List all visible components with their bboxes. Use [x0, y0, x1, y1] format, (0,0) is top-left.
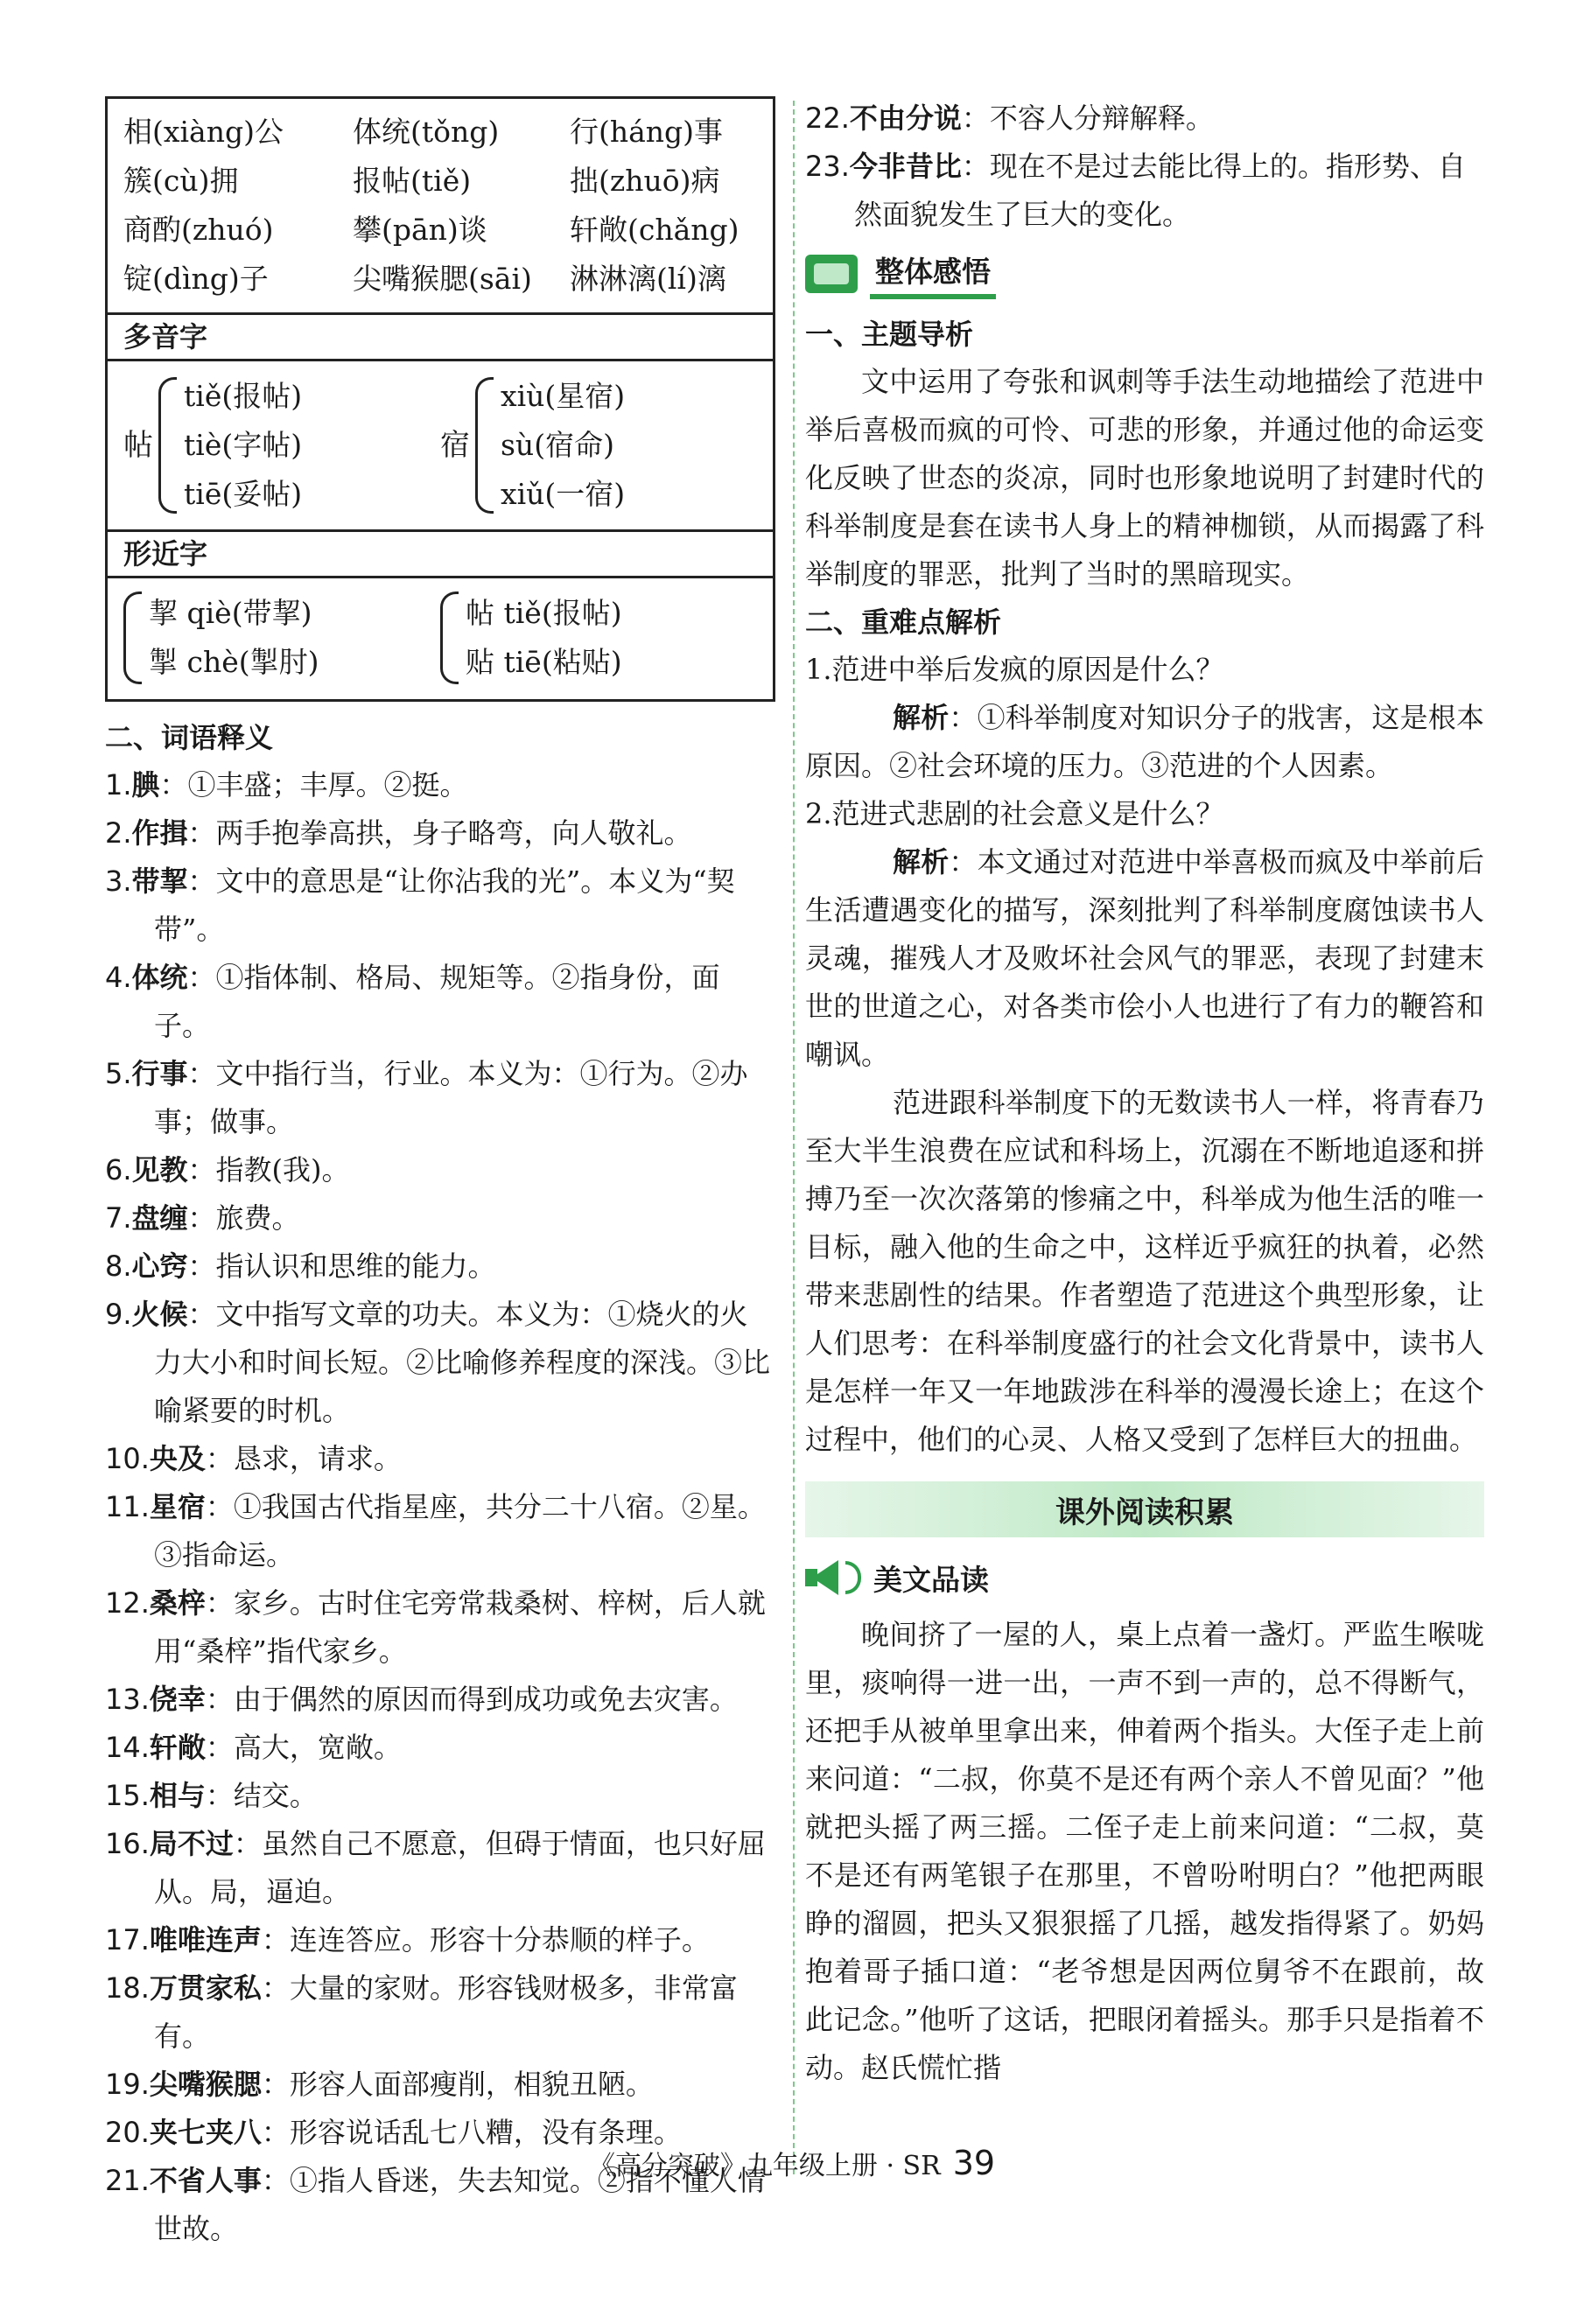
reading: tiè(字帖) — [184, 428, 303, 462]
reading: xiù(星宿) — [501, 379, 626, 413]
vocab-term: 火候 — [131, 1298, 188, 1331]
vocab-term: 行事 — [131, 1057, 188, 1090]
vocab-term: 唯唯连声 — [149, 1923, 262, 1956]
pinyin-cell: 行(háng)事 — [570, 115, 724, 149]
pinyin-cell: 相(xiàng)公 — [123, 115, 284, 149]
pinyin-cell: 攀(pān)谈 — [353, 213, 487, 247]
vocab-number: 21. — [105, 2164, 150, 2197]
vocab-definition: ：文中指行当，行业。本义为：①行为。②办事；做事。 — [154, 1057, 748, 1138]
vocab-number: 12. — [105, 1586, 150, 1620]
vocab-term: 央及 — [149, 1442, 206, 1475]
reading: sù(宿命) — [501, 428, 614, 462]
vocab-definition: ：文中指写文章的功夫。本义为：①烧火的火力大小和时间长短。②比喻修养程度的深浅。③比喻紧要的时机。 — [154, 1298, 771, 1427]
key-heading: 二、重难点解析 — [805, 606, 1002, 639]
vocab-number: 22. — [805, 102, 850, 135]
polyphone-char: 宿 — [440, 428, 470, 463]
vocab-entry — [105, 809, 770, 858]
vocab-entry — [105, 1242, 770, 1291]
brace — [475, 377, 494, 514]
polyphone-readings — [501, 372, 625, 519]
sound-wave-icon — [845, 1561, 861, 1594]
vocab-number: 14. — [105, 1731, 150, 1764]
vocab-number: 5. — [105, 1057, 132, 1090]
vocab-definition: ：虽然自己不愿意，但碍于情面，也只好屈从。局，逼迫。 — [154, 1827, 766, 1908]
pinyin-cell: 报帖(tiě) — [353, 164, 472, 198]
vocab-definition: ：①指体制、格局、规矩等。②指身份，面子。 — [154, 961, 720, 1042]
pinyin-cell: 轩敞(chǎng) — [570, 213, 739, 247]
brace — [123, 592, 142, 684]
vocab-term: 带挈 — [131, 864, 188, 898]
vocab-entry — [105, 1772, 770, 1820]
vocab-entry — [105, 1676, 770, 1724]
speaker-cone-icon — [812, 1560, 838, 1595]
vocab-term: 见教 — [131, 1153, 188, 1186]
answer-label: 解析 — [893, 701, 950, 734]
vocab-definition: ：家乡。古时住宅旁常栽桑树、梓树，后人就用“桑梓”指代家乡。 — [154, 1586, 766, 1668]
vocab-term: 今非昔比 — [849, 150, 962, 183]
vocab-term: 局不过 — [149, 1827, 234, 1860]
vocab-definition: ：旅费。 — [187, 1201, 300, 1235]
vocab-definition: ：现在不是过去能比得上的。指形势、自然面貌发生了巨大的变化。 — [854, 150, 1466, 231]
overall-banner-title: 整体感悟 — [870, 249, 996, 299]
polyphone-group — [440, 372, 757, 519]
polyphone-group — [123, 372, 440, 519]
vocab-number: 3. — [105, 864, 132, 898]
vocab-term: 相与 — [149, 1779, 206, 1812]
vocab-entry — [105, 761, 770, 809]
similar-section — [108, 529, 773, 699]
similar-body — [108, 578, 773, 699]
similar-item: 帖 tiě(报帖) — [466, 596, 622, 630]
overall-banner — [805, 246, 1484, 302]
answer-text: ：本文通过对范进中举喜极而疯及中举前后生活遭遇变化的描写，深刻批判了科举制度腐蚀读书人灵魂，摧残人才及败坏社会风气的罪恶，表现了封建末世的世道之心，对各类市侩小人也进行了有力的鞭笞和嘲讽。 — [805, 845, 1484, 1071]
vocab-term: 心窍 — [131, 1250, 188, 1283]
vocab-entry — [105, 1916, 770, 1964]
similar-group — [123, 589, 440, 687]
vocab-definition: ：恳求，请求。 — [205, 1442, 402, 1475]
pinyin-cell: 尖嘴猴腮(sāi) — [353, 262, 532, 296]
vocab-definition: ：①指人昏迷，失去知觉。②指不懂人情世故。 — [154, 2164, 766, 2245]
book-icon — [805, 255, 858, 293]
vocab-number: 11. — [105, 1490, 150, 1523]
similar-item: 挈 qiè(带挈) — [149, 596, 312, 630]
similar-item: 掣 chè(掣肘) — [149, 645, 319, 679]
vocab-number: 17. — [105, 1923, 150, 1956]
vocab-number: 20. — [105, 2116, 150, 2149]
vocab-heading: 二、词语释义 — [105, 721, 274, 754]
vocab-entry — [105, 1820, 770, 1916]
reading: xiǔ(一宿) — [501, 477, 626, 511]
vocab-definition: ：两手抱拳高拱，身子略弯，向人敬礼。 — [187, 816, 692, 850]
vocab-definition: ：形容人面部瘦削，相貌丑陋。 — [261, 2068, 654, 2101]
similar-heading: 形近字 — [108, 532, 773, 578]
vocab-number: 6. — [105, 1153, 132, 1186]
appreciation-title: 美文品读 — [873, 1562, 989, 1597]
answer-1 — [805, 694, 1484, 790]
vocab-entry — [105, 1050, 770, 1146]
answer-2-para: 范进跟科举制度下的无数读书人一样，将青春乃至大半生浪费在应试和科场上，沉溺在不断地追逐和拼搏乃至一次次落第的惨痛之中，科举成为他生活的唯一目标，融入他的生命之中，这样近乎疯狂的执着，必然带来悲剧性的结果。作者塑造了范进这个典型形象，让人们思考：在科举制度盛行的社会文化背景中，读书人是怎样一年又一年地跋涉在科举的漫漫长途上；在这个过程中，他们的心灵、人格又受到了怎样巨大的扭曲。 — [805, 1086, 1484, 1456]
vocab-term: 不省人事 — [149, 2164, 262, 2197]
vocab-definition: ：不容人分辩解释。 — [961, 102, 1214, 135]
vocab-term: 轩敞 — [149, 1731, 206, 1764]
vocab-entry — [105, 1483, 770, 1579]
pinyin-cell: 拙(zhuō)病 — [570, 164, 720, 198]
vocab-number: 2. — [105, 816, 132, 850]
pinyin-cell: 锭(dìng)子 — [123, 262, 269, 296]
vocab-entry — [105, 1964, 770, 2061]
polyphone-readings — [184, 372, 302, 519]
vocab-number: 23. — [805, 150, 850, 183]
column-divider — [793, 101, 795, 2174]
vocab-definition: ：指认识和思维的能力。 — [187, 1250, 496, 1283]
extra-reading-title: 课外阅读积累 — [1055, 1494, 1234, 1530]
vocab-number: 8. — [105, 1250, 132, 1283]
vocab-term: 侥幸 — [149, 1683, 206, 1716]
vocab-term: 腆 — [131, 768, 160, 802]
brace — [440, 592, 459, 684]
vocab-definition: ：①我国古代指星座，共分二十八宿。②星。③指命运。 — [154, 1490, 766, 1572]
vocab-definition: ：由于偶然的原因而得到成功或免去灾害。 — [205, 1683, 738, 1716]
pinyin-grid — [108, 99, 773, 312]
polyphone-section — [108, 312, 773, 529]
vocab-number: 15. — [105, 1779, 150, 1812]
page-footer — [0, 2144, 1584, 2182]
vocab-term: 盘缠 — [131, 1201, 188, 1235]
vocab-term: 体统 — [131, 961, 188, 994]
theme-heading: 一、主题导析 — [805, 318, 974, 351]
answer-text: ：①科举制度对知识分子的戕害，这是根本原因。②社会环境的压力。③范进的个人因素。 — [805, 701, 1484, 782]
vocab-entry — [105, 1579, 770, 1676]
answer-label: 解析 — [893, 845, 950, 878]
vocab-definition: ：①丰盛；丰厚。②挺。 — [159, 768, 468, 802]
theme-text: 文中运用了夸张和讽刺等手法生动地描绘了范进中举后喜极而疯的可怜、可悲的形象，并通过他的命运变化反映了世态的炎凉，同时也形象地说明了封建时代的科举制度是套在读书人身上的精神枷锁，从而揭露了科举制度的罪恶，批判了当时的黑暗现实。 — [805, 365, 1484, 591]
pinyin-cell: 体统(tǒng) — [353, 115, 500, 149]
vocab-term: 不由分说 — [849, 102, 962, 135]
vocab-entry — [105, 1724, 770, 1772]
vocab-definition: ：形容说话乱七八糟，没有条理。 — [261, 2116, 682, 2149]
vocab-number: 16. — [105, 1827, 150, 1860]
vocab-number: 10. — [105, 1442, 150, 1475]
vocab-entry — [805, 143, 1484, 239]
vocab-entry — [105, 954, 770, 1050]
vocab-entry — [105, 1291, 770, 1435]
vocab-number: 19. — [105, 2068, 150, 2101]
vocab-definition: ：文中的意思是“让你沾我的光”。本义为“契带”。 — [154, 864, 735, 946]
vocab-definition: ：大量的家财。形容钱财极多，非常富有。 — [154, 1971, 738, 2053]
page-number: 39 — [952, 2144, 996, 2182]
vocab-term: 万贯家私 — [149, 1971, 262, 2005]
similar-item: 贴 tiē(粘贴) — [466, 645, 622, 679]
appreciation-heading — [805, 1551, 1484, 1604]
vocab-number: 18. — [105, 1971, 150, 2005]
vocab-number: 4. — [105, 961, 132, 994]
vocab-definition: ：高大，宽敞。 — [205, 1731, 402, 1764]
vocab-definition: ：指教(我)。 — [187, 1153, 350, 1186]
reading-passage: 晚间挤了一屋的人，桌上点着一盏灯。严监生喉咙里，痰响得一进一出，一声不到一声的，总不得断气，还把手从被单里拿出来，伸着两个指头。大侄子走上前来问道：“二叔，你莫不是还有两个亲人不曾见面？”他就把头摇了两三摇。二侄子走上前来问道：“二叔，莫不是还有两笔银子在那里，不曾吩咐明白？”他把两眼睁的溜圆，把头又狠狠摇了几摇，越发指得紧了。奶妈抱着哥子插口道：“老爷想是因两位舅爷不在跟前，故此记念。”他听了这话，把眼闭着摇头。那手只是指着不动。赵氏慌忙揩 — [805, 1618, 1484, 2084]
vocab-number: 9. — [105, 1298, 132, 1331]
question-2: 2.范进式悲剧的社会意义是什么？ — [805, 797, 1224, 830]
polyphone-heading: 多音字 — [108, 315, 773, 361]
vocab-entry — [805, 94, 1484, 143]
vocab-definition: ：连连答应。形容十分恭顺的样子。 — [261, 1923, 710, 1956]
vocab-term: 作揖 — [131, 816, 188, 850]
vocab-list-continued — [805, 94, 1484, 239]
vocab-term: 星宿 — [149, 1490, 206, 1523]
pinyin-cell: 簇(cù)拥 — [123, 164, 239, 198]
vocab-entry — [105, 1194, 770, 1242]
reading: tiē(妥帖) — [184, 477, 303, 511]
pinyin-cell: 商酌(zhuó) — [123, 213, 274, 247]
left-column — [105, 96, 770, 2253]
vocab-term: 尖嘴猴腮 — [149, 2068, 262, 2101]
right-column — [805, 94, 1484, 2092]
vocab-entry — [105, 2061, 770, 2109]
similar-lines — [149, 589, 319, 687]
vocab-number: 1. — [105, 768, 132, 802]
vocab-number: 7. — [105, 1201, 132, 1235]
vocab-list — [105, 761, 770, 2253]
brace — [158, 377, 177, 514]
extra-reading-banner — [805, 1481, 1484, 1537]
answer-2 — [805, 838, 1484, 1079]
vocab-term: 桑梓 — [149, 1586, 206, 1620]
reading: tiě(报帖) — [184, 379, 303, 413]
vocab-entry — [105, 1435, 770, 1483]
vocab-number: 13. — [105, 1683, 150, 1716]
vocab-term: 夹七夹八 — [149, 2116, 262, 2149]
vocab-definition: ：结交。 — [205, 1779, 318, 1812]
similar-lines — [466, 589, 622, 687]
vocab-entry — [105, 858, 770, 954]
book-title: 《高分突破》九年级上册 · SR — [588, 2151, 941, 2181]
vocab-entry — [105, 1146, 770, 1194]
polyphone-body — [108, 361, 773, 529]
polyphone-char: 帖 — [123, 428, 153, 463]
pronunciation-box — [105, 96, 775, 702]
pinyin-cell: 淋淋漓(lí)漓 — [570, 262, 726, 296]
question-1: 1.范进中举后发疯的原因是什么？ — [805, 653, 1224, 686]
similar-group — [440, 589, 757, 687]
